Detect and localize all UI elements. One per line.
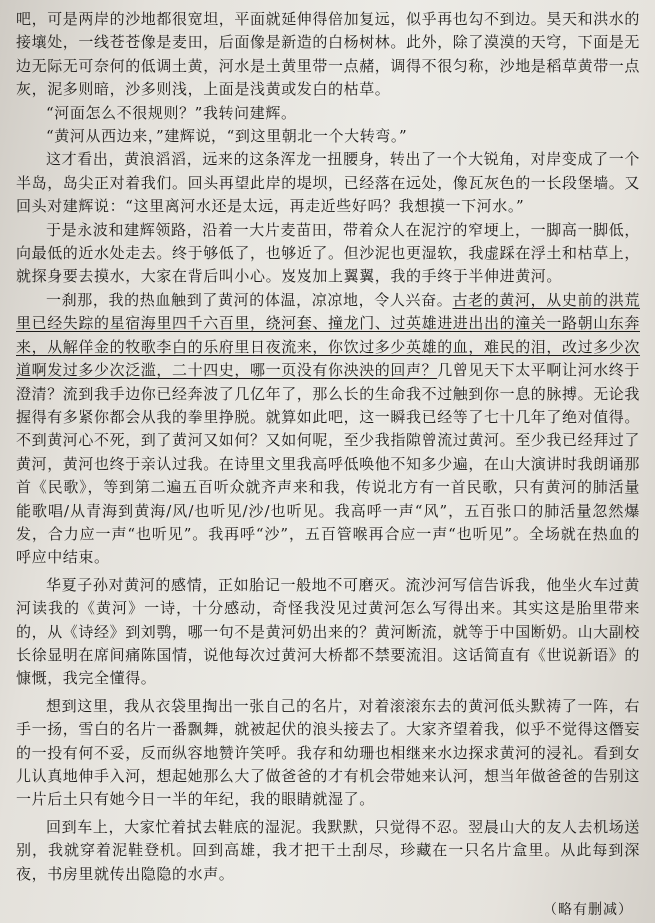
underlined-passage: 古老的黄河，从史前的洪荒里已经失踪的星宿海里四千六百里，绕河套、撞龙门、过英雄进进出出的潼关一路朝山东奔来，从解佯金的牧歌李白的乐府里日夜流来，你饮过多少英雄的血，难民的泪，改过多少次道啊发过多少次泛滥，二十四史，哪一页没有你泱泱的回声？ xyxy=(16,290,641,380)
paragraph xyxy=(16,289,640,570)
paragraph: 华夏子孙对黄河的感情，正如胎记一般地不可磨灭。流沙河写信告诉我，他坐火车过黄河读我的《黄河》一诗，十分感动，奇怪我没见过黄河怎么写得出来。其实这是胎里带来的，从《诗经》到刘鹗，哪一句不是黄河奶出来的？黄河断流，就等于中国断奶。山大副校长徐显明在席间痛陈国情，说他每次过黄河大桥都不禁要流泪。这话简直有《世说新语》的慷慨，我完全懂得。 xyxy=(16,575,641,688)
paragraph: “黄河从西边来，”建辉说，“到这里朝北一个大转弯。” xyxy=(46,127,408,146)
article-body xyxy=(16,8,640,886)
paragraph: 回到车上，大家忙着拭去鞋底的湿泥。我默默，只觉得不忍。翌晨山大的友人去机场送别，我就穿着泥鞋登机。回到高雄，我才把干土刮尽，珍藏在一只名片盒里。从此每到深夜，书房里就传出隐隐的水声。 xyxy=(16,817,640,883)
paragraph-text: 几曾见天下太平啊让河水终于澄清？流到我手边你已经奔波了几亿年了，那么长的生命我不过触到你一息的脉搏。无论我握得有多紧你都会从我的拳里挣脱。就算如此吧，这一瞬我已经等了七十几年了绝对值得。不到黄河心不死，到了黄河又如何？又如何呢，至少我指隙曾流过黄河。至少我已经拜过了黄河，黄河也终于亲认过我。在诗里文里我高呼低唤他不知多少遍，在山大演讲时我朗诵那首《民歌》，等到第二遍五百听众就齐声来和我，传说北方有一首民歌，只有黄河的肺活量能歌唱/从青海到黄海/风/也听见/沙/也听见。我高呼一声“风”，五百张口的肺活量忽然爆发，合力应一声“也听见”。我再呼“沙”，五百管喉再合应一声“也听见”。全场就在热血的呼应中结束。 xyxy=(16,361,641,567)
paragraph-text: 一刹那，我的热血触到了黄河的体温，凉凉地，令人兴奋。 xyxy=(46,290,453,309)
paragraph: 想到这里，我从衣袋里掏出一张自己的名片，对着滚滚东去的黄河低头默祷了一阵，右手一扬，雪白的名片一番飘舞，就被起伏的浪头接去了。大家齐望着我，似乎不觉得这僭妄的一投有何不妥，反而纵容地赞许笑呼。我存和幼珊也相继来水边探求黄河的浸礼。看到女儿认真地伸手入河，想起她那么大了做爸爸的才有机会带她来认河，想当年做爸爸的告别这一片后土只有她今日一半的年纪，我的眼睛就湿了。 xyxy=(16,696,641,809)
paragraph: “河面怎么不很规则？”我转问建辉。 xyxy=(46,103,297,122)
paragraph: 吧，可是两岸的沙地都很宽坦，平面就延伸得倍加复远，似乎再也勾不到边。昊天和洪水的接壤处，一线苍苍像是麦田，后面像是新造的白杨树林。此外，除了漠漠的天穹，下面是无边无际无可奈何的低调土黄，河水是土黄里带一点赭，调得不很匀称，沙地是稻草黄带一点灰，泥多则暗，沙多则浅，上面是浅黄或发白的枯草。 xyxy=(16,10,641,99)
paragraph: 于是永波和建辉领路，沿着一大片麦苗田，带着众人在泥泞的窄埂上，一脚高一脚低，向最低的近水处走去。终于够低了，也够近了。但沙泥也更湿软，我虚踩在浮土和枯草上，就探身要去摸水，大家在背后叫小心。岌岌加上翼翼，我的手终于半伸进黄河。 xyxy=(16,220,641,286)
abridged-note: （略有删减） xyxy=(543,902,633,918)
paragraph: 这才看出，黄浪滔滔，远来的这条浑龙一扭腰身，转出了一个大锐角，对岸变成了一个半岛，岛尖正对着我们。回头再望此岸的堤坝，已经落在远处，像瓦灰色的一长段堡墙。又回头对建辉说：“这里离河水还是太远，再走近些好吗？我想摸一下河水。” xyxy=(16,150,641,216)
